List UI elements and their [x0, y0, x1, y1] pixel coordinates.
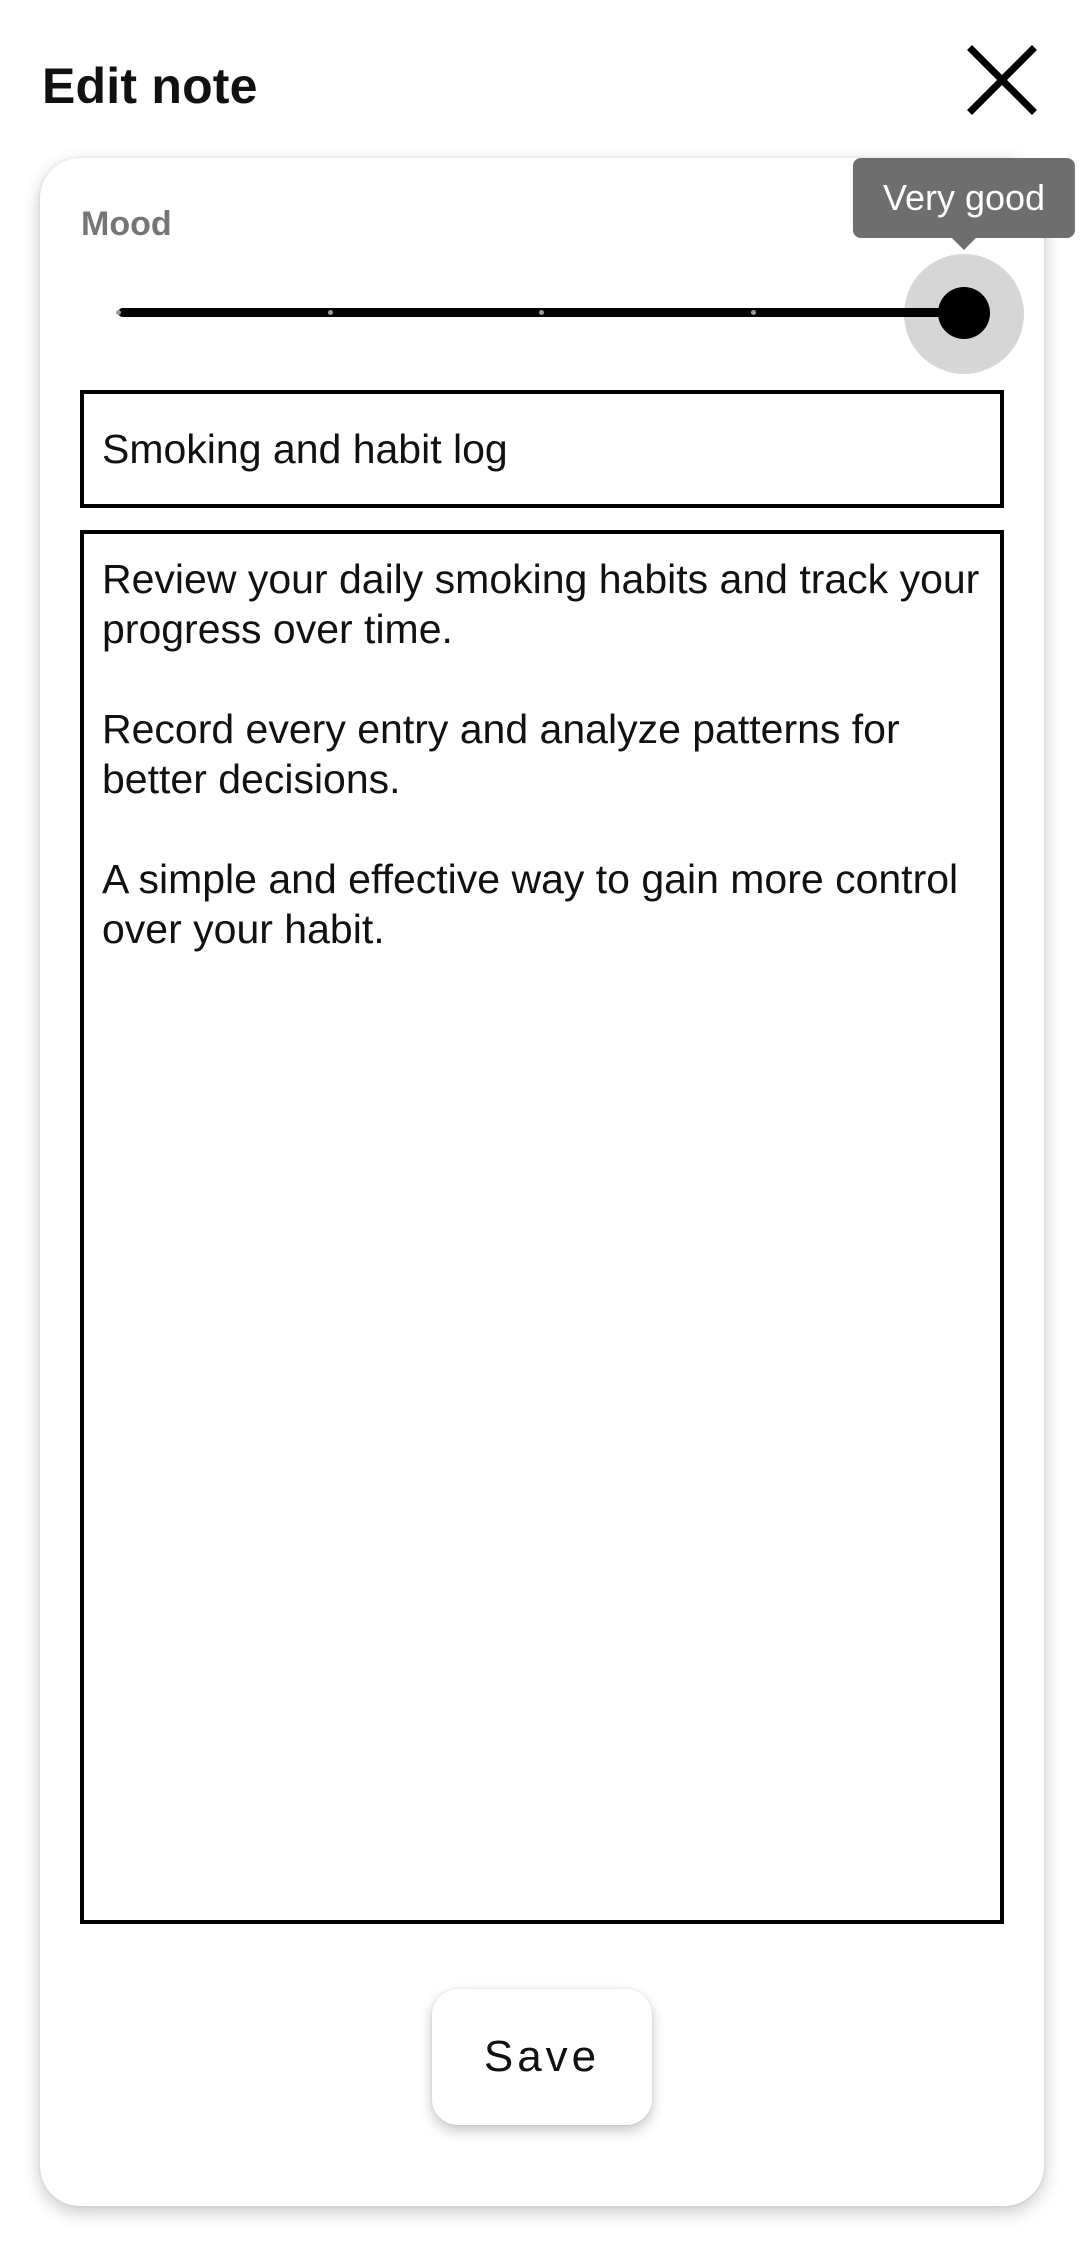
mood-slider-tick	[751, 310, 756, 315]
close-icon	[962, 40, 1042, 120]
mood-label: Mood	[81, 205, 172, 243]
mood-slider-tick	[539, 310, 544, 315]
note-title-input[interactable]	[80, 390, 1004, 508]
mood-slider-thumb[interactable]	[938, 287, 990, 339]
mood-slider-tick	[328, 310, 333, 315]
edit-note-card	[40, 158, 1044, 2206]
note-body-textarea[interactable]	[80, 530, 1004, 1924]
mood-slider-tick	[116, 310, 121, 315]
close-button[interactable]	[962, 40, 1042, 120]
mood-value-tooltip: Very good	[853, 158, 1075, 238]
save-button[interactable]: Save	[432, 1989, 652, 2125]
page-title: Edit note	[42, 58, 258, 114]
